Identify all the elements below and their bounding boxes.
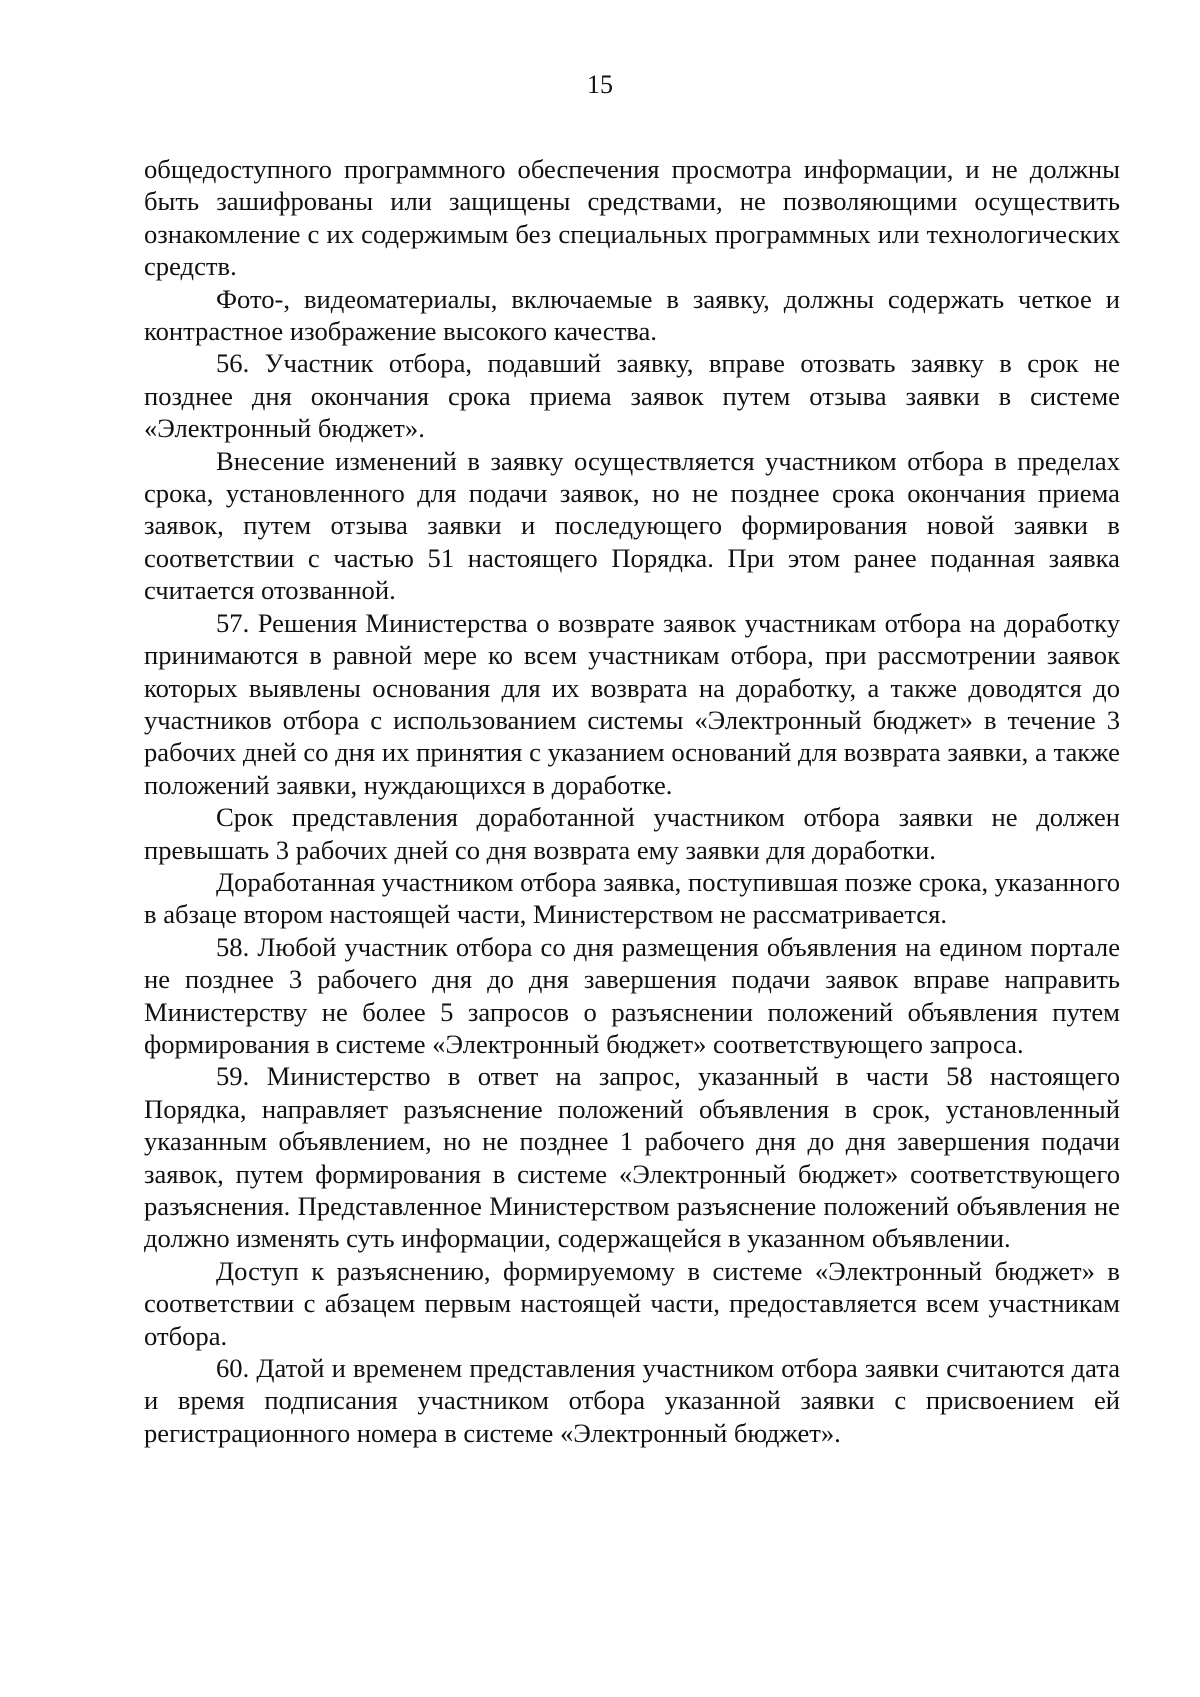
paragraph-58: 58. Любой участник отбора со дня размещения объявления на едином портале не позднее 3 рабочего дня до дня завершения подачи заявок вправе направить Министерству не более 5 запросов о разъяснении положений объявления путем формирования в системе «Электронный бюджет» соответствующего запроса. [144, 931, 1120, 1059]
page-number: 15 [587, 70, 613, 99]
paragraph-60: 60. Датой и временем представления участником отбора заявки считаются дата и время подписания участником отбора указанной заявки с присвоением ей регистрационного номера в системе «Электронный бюджет». [144, 1353, 1120, 1448]
paragraph-57: 57. Решения Министерства о возврате заявок участникам отбора на доработку принимаются в равной мере ко всем участникам отбора, при рассмотрении заявок которых выявлены основания для их возврата на доработку, а также доводятся до участников отбора с использованием системы «Электронный бюджет» в течение 3 рабочих дней со дня их принятия с указанием оснований для возврата заявки, а также положений заявки, нуждающихся в доработке. [144, 607, 1120, 800]
paragraph-57-deadline: Срок представления доработанной участником отбора заявки не должен превышать 3 рабочих дней со дня возврата ему заявки для доработки. [144, 802, 1120, 865]
document-body [144, 153, 1120, 1449]
paragraph-59-access: Доступ к разъяснению, формируемому в системе «Электронный бюджет» в соответствии с абзацем первым настоящей части, предоставляется всем участникам отбора. [144, 1255, 1120, 1351]
paragraph-continuation: общедоступного программного обеспечения просмотра информации, и не должны быть зашифрованы или защищены средствами, не позволяющими осуществить ознакомление с их содержимым без специальных программных или технологических средств. [144, 154, 1120, 282]
paragraph-56-amendments: Внесение изменений в заявку осуществляется участником отбора в пределах срока, установленного для подачи заявок, но не позднее срока окончания приема заявок, путем отзыва заявки и последующего формирования новой заявки в соответствии с частью 51 настоящего Порядка. При этом ранее поданная заявка считается отозванной. [144, 445, 1120, 606]
paragraph-media-requirements: Фото-, видеоматериалы, включаемые в заявку, должны содержать четкое и контрастное изображение высокого качества. [144, 283, 1120, 347]
paragraph-57-late: Доработанная участником отбора заявка, поступившая позже срока, указанного в абзаце втором настоящей части, Министерством не рассматривается. [144, 866, 1120, 930]
paragraph-56: 56. Участник отбора, подавший заявку, вправе отозвать заявку в срок не позднее дня окончания срока приема заявок путем отзыва заявки в системе «Электронный бюджет». [144, 348, 1120, 444]
paragraph-59: 59. Министерство в ответ на запрос, указанный в части 58 настоящего Порядка, направляет разъяснение положений объявления в срок, установленный указанным объявлением, но не позднее 1 рабочего дня до дня завершения подачи заявок, путем формирования в системе «Электронный бюджет» соответствующего разъяснения. Представленное Министерством разъяснение положений объявления не должно изменять суть информации, содержащейся в указанном объявлении. [144, 1061, 1120, 1254]
